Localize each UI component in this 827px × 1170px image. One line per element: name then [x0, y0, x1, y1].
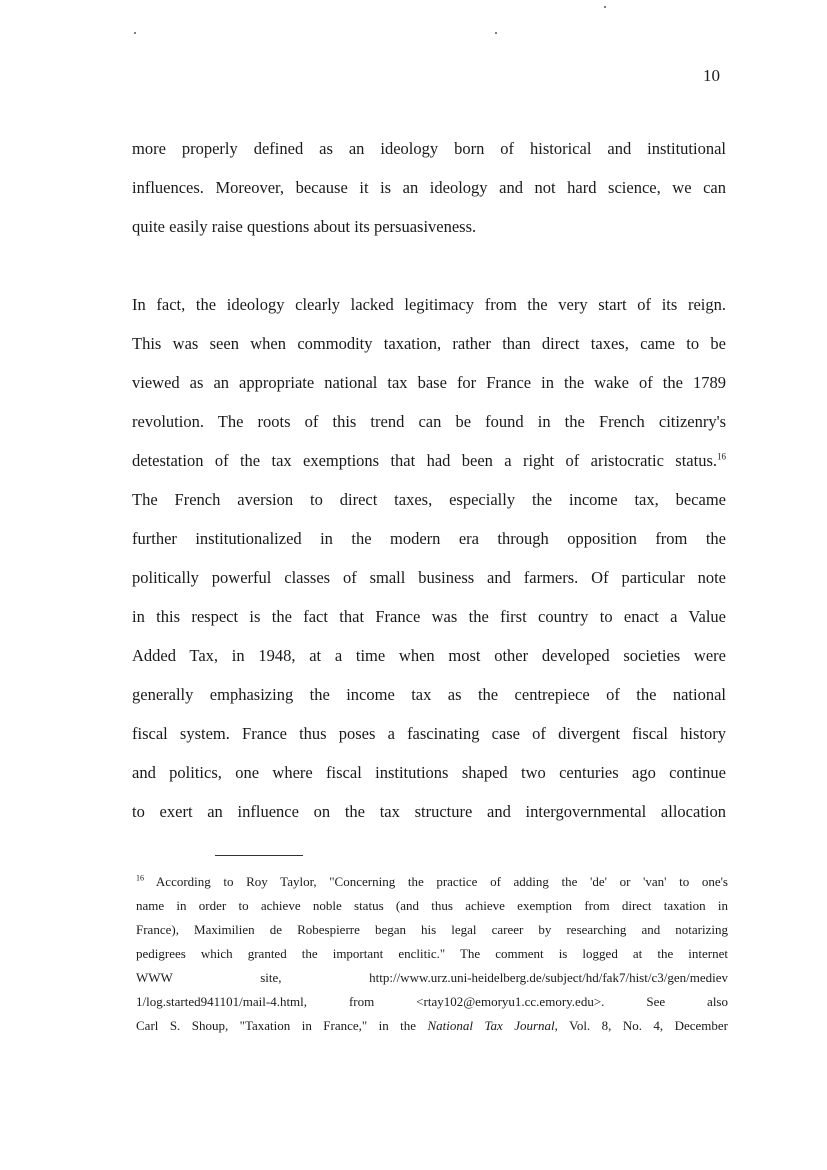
text-line-content: detestation of the tax exemptions that had been a right of aristocratic status. [132, 451, 717, 470]
text-line: revolution. The roots of this trend can be found in the French citizenry's [132, 412, 726, 431]
footnote-line: name in order to achieve noble status (and thus achieve exemption from direct taxation in [136, 898, 728, 913]
scan-artifact-dot [134, 32, 136, 34]
footnote-marker: 16 [136, 873, 144, 883]
text-line: The French aversion to direct taxes, especially the income tax, became [132, 490, 726, 509]
footnote-line: WWW site, http://www.urz.uni-heidelberg.de/subject/hd/fak7/hist/c3/gen/mediev [136, 970, 728, 985]
text-line: generally emphasizing the income tax as the centrepiece of the national [132, 685, 726, 704]
text-line: viewed as an appropriate national tax base for France in the wake of the 1789 [132, 373, 726, 392]
text-line: further institutionalized in the modern era through opposition from the [132, 529, 726, 548]
text-line: Added Tax, in 1948, at a time when most other developed societies were [132, 646, 726, 665]
text-line: In fact, the ideology clearly lacked legitimacy from the very start of its reign. [132, 295, 726, 314]
footnote-line: pedigrees which granted the important enclitic." The comment is logged at the internet [136, 946, 728, 961]
paragraph-2 [132, 285, 726, 831]
footnote-line: 1/log.started941101/mail-4.html, from <rtay102@emoryu1.cc.emory.edu>. See also [136, 994, 728, 1009]
paragraph-1 [132, 129, 726, 246]
footnote-reference: 16 [717, 451, 726, 462]
text-line: more properly defined as an ideology born of historical and institutional [132, 139, 726, 158]
footnote-text: , Vol. 8, No. 4, December [554, 1018, 728, 1033]
journal-title: National Tax Journal [427, 1018, 555, 1033]
text-line: in this respect is the fact that France was the first country to enact a Value [132, 607, 726, 626]
footnote-text: Carl S. Shoup, "Taxation in France," in the [136, 1018, 428, 1033]
footnote-text: According to Roy Taylor, "Concerning the practice of adding the 'de' or 'van' to one's [155, 874, 728, 889]
scan-artifact-dot [495, 32, 497, 34]
footnote-separator [215, 855, 303, 856]
footnote-line: France), Maximilien de Robespierre began his legal career by researching and notarizing [136, 922, 728, 937]
text-line [132, 441, 726, 480]
text-line: quite easily raise questions about its persuasiveness. [132, 217, 477, 236]
text-line: fiscal system. France thus poses a fascinating case of divergent fiscal history [132, 724, 726, 743]
scan-artifact-dot [604, 6, 606, 8]
text-line: to exert an influence on the tax structure and intergovernmental allocation [132, 802, 726, 821]
text-line: politically powerful classes of small business and farmers. Of particular note [132, 568, 726, 587]
footnote-16 [136, 870, 728, 1038]
text-line: and politics, one where fiscal institutions shaped two centuries ago continue [132, 763, 726, 782]
footnote-line [136, 1014, 728, 1038]
footnote-line [136, 870, 728, 894]
text-line: influences. Moreover, because it is an ideology and not hard science, we can [132, 178, 726, 197]
text-line: This was seen when commodity taxation, rather than direct taxes, came to be [132, 334, 726, 353]
page-number: 10 [703, 66, 720, 85]
